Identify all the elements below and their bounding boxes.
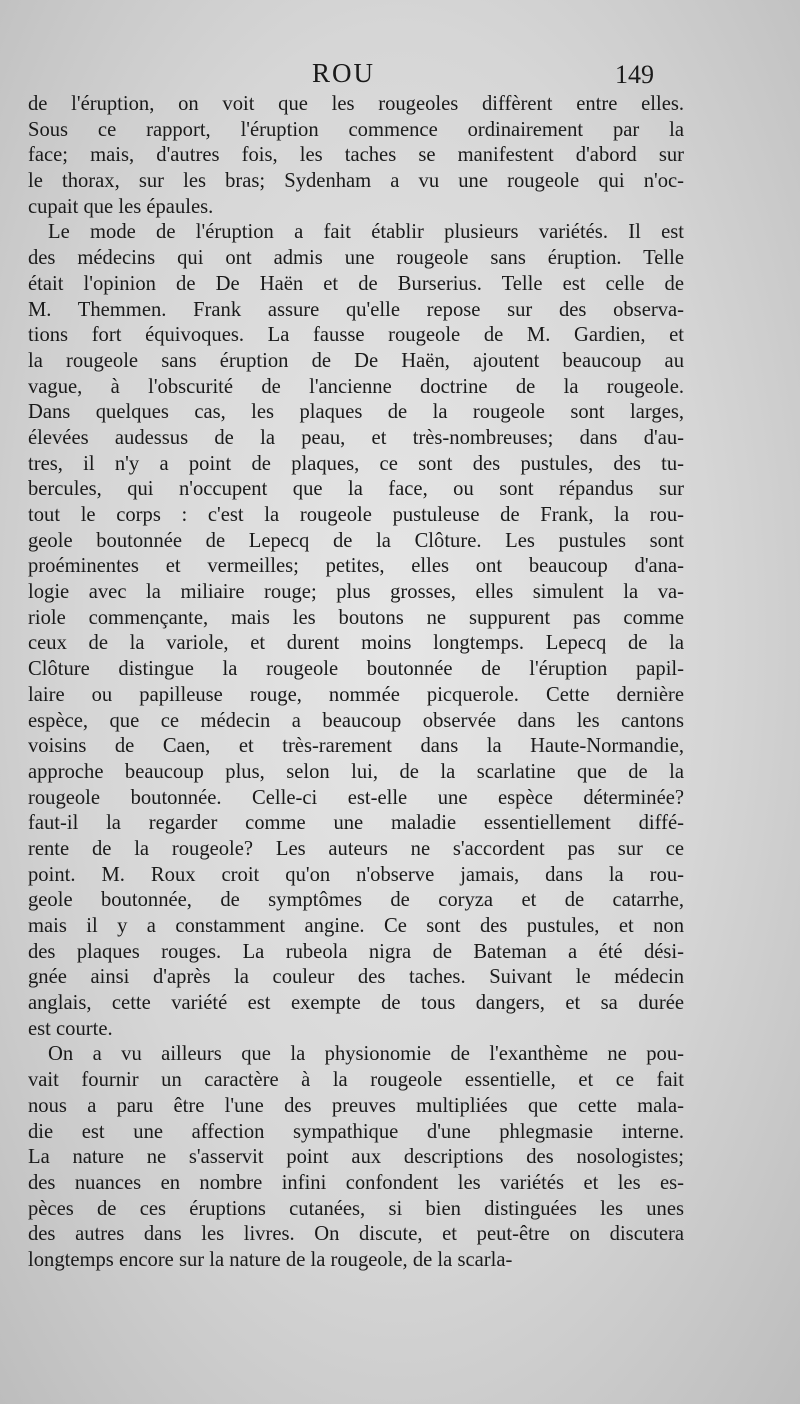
page-number: 149	[615, 60, 654, 89]
text-line: Dans quelques cas, les plaques de la rougeole sont larges,	[28, 401, 684, 424]
text-line: des médecins qui ont admis une rougeole sans éruption. Telle	[28, 247, 684, 270]
text-line: Sous ce rapport, l'éruption commence ordinairement par la	[28, 118, 684, 141]
text-line: rente de la rougeole? Les auteurs ne s'accordent pas sur ce	[28, 837, 684, 860]
text-line: approche beaucoup plus, selon lui, de la scarlatine que de la	[28, 760, 684, 783]
text-line: geole boutonnée, de symptômes de coryza et de catarrhe,	[28, 889, 684, 912]
text-line: élevées audessus de la peau, et très-nombreuses; dans d'au-	[28, 426, 684, 449]
text-line: de l'éruption, on voit que les rougeoles diffèrent entre elles.	[28, 93, 684, 115]
text-line: longtemps encore sur la nature de la rougeole, de la scarla-	[28, 1248, 513, 1271]
text-line: gnée ainsi d'après la couleur des taches. Suivant le médecin	[28, 966, 684, 989]
text-line: nous a paru être l'une des preuves multipliées que cette mala-	[28, 1094, 684, 1117]
text-line: riole commençante, mais les boutons ne suppurent pas comme	[28, 606, 684, 629]
text-line: pèces de ces éruptions cutanées, si bien distinguées les unes	[28, 1197, 684, 1220]
text-line: Le mode de l'éruption a fait établir plusieurs variétés. Il est	[48, 221, 684, 244]
text-line: point. M. Roux croit qu'on n'observe jamais, dans la rou-	[28, 863, 684, 886]
text-line: M. Themmen. Frank assure qu'elle repose sur des observa-	[28, 298, 684, 321]
text-line: des autres dans les livres. On discute, et peut-être on discutera	[28, 1223, 684, 1246]
text-line: bercules, qui n'occupent que la face, ou sont répandus sur	[28, 478, 684, 501]
text-line: proéminentes et vermeilles; petites, elles ont beaucoup d'ana-	[28, 555, 684, 578]
text-line: des nuances en nombre infini confondent les variétés et les es-	[28, 1171, 684, 1194]
text-line: espèce, que ce médecin a beaucoup observée dans les cantons	[28, 709, 684, 732]
text-line: est courte.	[28, 1017, 113, 1040]
text-line: tions fort équivoques. La fausse rougeole de M. Gardien, et	[28, 324, 684, 347]
text-line: Clôture distingue la rougeole boutonnée de l'éruption papil-	[28, 658, 684, 681]
text-line: geole boutonnée de Lepecq de la Clôture. Les pustules sont	[28, 529, 684, 552]
text-line: voisins de Caen, et très-rarement dans la Haute-Normandie,	[28, 735, 684, 758]
text-line: était l'opinion de De Haën et de Burserius. Telle est celle de	[28, 272, 684, 295]
text-line: On a vu ailleurs que la physionomie de l'exanthème ne pou-	[48, 1043, 684, 1066]
text-line: vague, à l'obscurité de l'ancienne doctrine de la rougeole.	[28, 375, 684, 398]
text-line: cupait que les épaules.	[28, 195, 214, 218]
text-line: rougeole boutonnée. Celle-ci est-elle une espèce déterminée?	[28, 786, 684, 809]
text-line: tres, il n'y a point de plaques, ce sont des pustules, des tu-	[28, 452, 684, 475]
body-text	[28, 92, 684, 1274]
running-head: ROU	[312, 58, 376, 88]
text-line: anglais, cette variété est exempte de tous dangers, et sa durée	[28, 992, 684, 1015]
text-line: ceux de la variole, et durent moins longtemps. Lepecq de la	[28, 632, 684, 655]
text-line: La nature ne s'asservit point aux descriptions des nosologistes;	[28, 1146, 684, 1169]
text-line: le thorax, sur les bras; Sydenham a vu une rougeole qui n'oc-	[28, 170, 684, 193]
text-line: face; mais, d'autres fois, les taches se manifestent d'abord sur	[28, 144, 684, 167]
text-line: tout le corps : c'est la rougeole pustuleuse de Frank, la rou-	[28, 504, 684, 526]
text-line: vait fournir un caractère à la rougeole essentielle, et ce fait	[28, 1069, 684, 1092]
text-line: la rougeole sans éruption de De Haën, ajoutent beaucoup au	[28, 349, 684, 372]
text-line: die est une affection sympathique d'une phlegmasie interne.	[28, 1120, 684, 1143]
page-header	[0, 58, 800, 90]
text-line: faut-il la regarder comme une maladie essentiellement diffé-	[28, 812, 684, 835]
text-line: mais il y a constamment angine. Ce sont des pustules, et non	[28, 915, 684, 937]
text-line: laire ou papilleuse rouge, nommée picquerole. Cette dernière	[28, 683, 684, 706]
text-line: logie avec la miliaire rouge; plus grosses, elles simulent la va-	[28, 581, 684, 604]
text-line: des plaques rouges. La rubeola nigra de Bateman a été dési-	[28, 940, 684, 963]
